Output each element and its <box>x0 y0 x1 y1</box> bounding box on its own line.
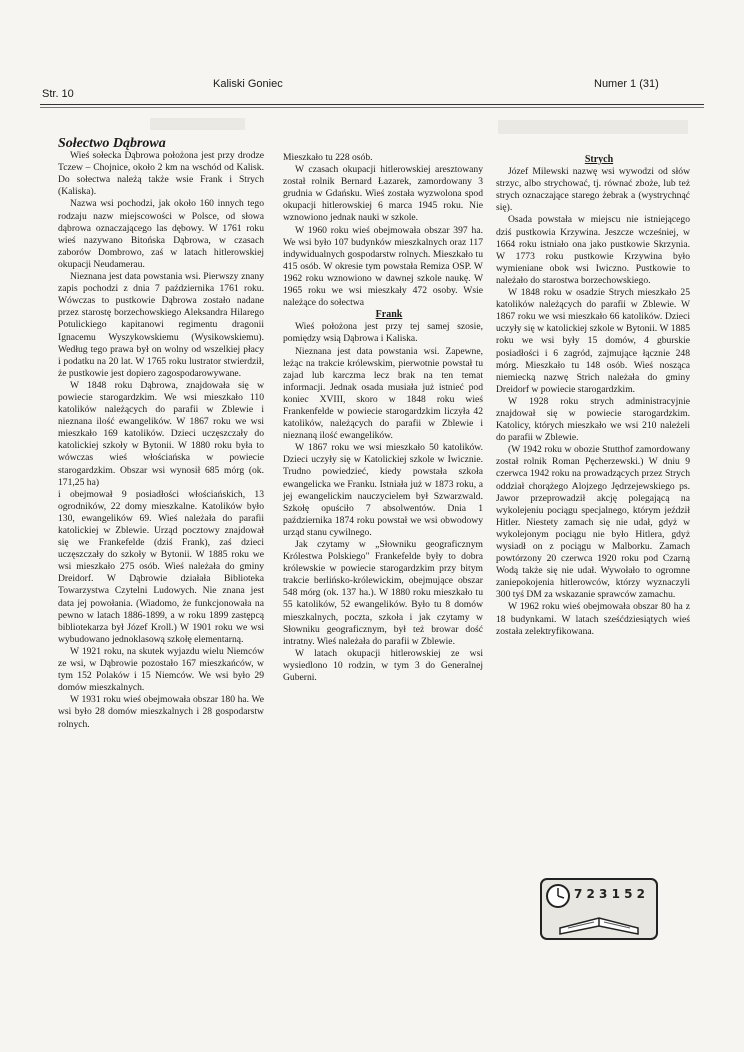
issue-number: Numer 1 (31) <box>594 78 659 90</box>
paragraph: W 1962 roku wieś obejmowała obszar 80 ha z 18 budynkami. W latach sześćdziesiątych wieś została zelektryfikowana. <box>496 601 690 637</box>
history-book-clock-icon <box>540 878 658 940</box>
paragraph: W 1848 roku w osadzie Strych mieszkało 25 katolików należących do parafii w Zblewie. W 1867 roku we wsi mieszkało 66 katolików. Dzieci uczyły się w katolickiej szkole w Bytonii. W 1885 roku we wsi były 15 domów, 4 gburskie posiadłości i 6 zagród, zajmujące łącznie 248 mórg. Mieszkało tu 148 osób. Wieś nosząca niemiecką nazwę Strich należała do gminy Dreidorf w powiecie starogardzkim. <box>496 287 690 395</box>
page-number: Str. 10 <box>42 88 74 100</box>
header-rule <box>40 104 704 105</box>
paragraph: W 1931 roku wieś obejmowała obszar 180 ha. We wsi było 28 domów mieszkalnych i 28 gospodarstw rolnych. <box>58 694 264 730</box>
paper-name: Kaliski Goniec <box>213 78 283 90</box>
paragraph: Jak czytamy w „Słowniku geograficznym Królestwa Polskiego" Frankefelde były to dobra królewskie w powiecie starogardzkim przy bitym trakcie berlińsko-królewickim, obejmujące obszar 548 mórg (ok. 137 ha.). W 1880 roku mieszkało tu 55 katolików, 52 ewangelików. Było tu 8 domów mieszkalnych, poczta, szkoła i jak czytamy w Słowniku geograficznym, był też browar dość intratny. Wieś należała do parafii w Zblewie. <box>283 539 483 647</box>
paragraph: Wieś położona jest przy tej samej szosie, pomiędzy wsią Dąbrowa i Kaliska. <box>283 321 483 345</box>
header-rule-secondary <box>40 107 704 108</box>
paragraph: W 1928 roku strych administracyjnie znajdował się w powiecie starogardzkim. Katolicy, których mieszkało we wsi 210 należeli do parafii w Zblewie. <box>496 395 690 444</box>
paragraph: i obejmował 9 posiadłości włościańskich, 13 ogrodników, 22 domy mieszkalne. Katolików było 130, ewangelików 69. Wieś należała do parafii katolickiej w Zblewie. Urząd pocztowy znajdował się we Frankefelde (dziś Frank), zaś dzieci uczęszczały do szkoły w Bytonii. W 1885 roku we wsi mieszkało 275 osób. Wieś należała do gminy Dreidorf. W Dąbrowie działała Biblioteka Towarzystwa Czytelni Ludowych. Nie znana jest data jej powołania. (Wiadomo, że funkcjonowała na pewno w latach 1886-1899, a w roku 1899 zastępcą bibliotekarza był Józef Kroll.) W 1901 roku we wsi wybudowano jednoklasową szkołę elementarną. <box>58 488 264 645</box>
paragraph: Mieszkało tu 228 osób. <box>283 152 373 163</box>
paragraph: Nazwa wsi pochodzi, jak około 160 innych tego rodzaju nazw miejscowości w Polsce, od słowa dąbrowa oznaczającego las dębowy. W 1761 roku wieś nazywano Bitońska Dąbrowa, w czasach zaborów Dombrowo, zaś w latach hitlerowskiej okupacji Neudamerau. <box>58 198 264 270</box>
column-1 <box>58 138 264 731</box>
paragraph: (W 1942 roku w obozie Stutthof zamordowany został rolnik Roman Pęcherzewski.) W dniu 9 czerwca 1942 roku na prowadzących przez Strych oddział chorążego Alojzego Jędrzejewskiego ps. Jawor przeprowadził akcję polegającą na wykolejeniu pociągu specjalnego, którym jeździł Hitler. Niestety zamach się nie udał, gdyż w wykolejonym pociągu nie było Hitlera, gdyż wysiadł on z pociągu w Malborku. Zamach powtórzony 20 czerwca 1920 roku pod Czarną Wodą także się nie udał. Wywołało to ogromne zaniepokojenia hitlerowców, którzy wyznaczyli 300 tyś DM za wskazanie sprawców zamachu. <box>496 444 690 601</box>
column-2 <box>283 152 483 684</box>
column-3 <box>496 154 690 638</box>
bleed-through-right <box>498 120 688 134</box>
paragraph: Wieś sołecka Dąbrowa położona jest przy drodze Tczew – Chojnice, około 2 km na wschód od Kalisk. Do sołectwa należą także wsie Frank i Strych (Kaliska). <box>58 150 264 198</box>
paragraph: W czasach okupacji hitlerowskiej aresztowany został rolnik Bernard Łazarek, zamordowany 3 grudnia w Gdańsku. Wieś została wyzwolona spod okupacji hitlerowskiej 6 marca 1945 roku. Nie wznowiono jednak nauki w szkole. <box>283 164 483 224</box>
paragraph: W 1921 roku, na skutek wyjazdu wielu Niemców ze wsi, w Dąbrowie pozostało 167 mieszkańców, w tym 152 Polaków i 15 Niemców. We wsi było 29 domów mieszkalnych. <box>58 645 264 694</box>
bleed-through-left <box>150 118 245 130</box>
paragraph: Nieznana jest data powstania wsi. Pierwszy znany zapis pochodzi z dnia 7 października 1761 roku. Wówczas to pustkowie Dąbrowa zostało nadane przez starostę borzechowskiego Aleksandra Hilarego Potulickiego kapitanowi regimentu dragonii Ignacemu Wyszykowskiemu (Wysikowskiemu). Według tego prawa był on wolny od wszelkiej płacy i podatku na 20 lat. W 1765 roku lustrator stwierdził, że pustkowie jest dopiero zagospodarowywane. <box>58 271 264 379</box>
article-title: Sołectwo Dąbrowa <box>58 136 166 151</box>
section-heading-frank: Frank <box>375 309 403 321</box>
paragraph: Nieznana jest data powstania wsi. Zapewne, leżąc na trakcie królewskim, pierwotnie powstał tu zajad lub karczma lecz brak na ten temat informacji. Jednak osada musiała już istnieć pod koniec XVIII, skoro w 1848 roku wieś Frankenfelde w powiecie starogardzkim liczyła 42 katolików, należących do parafii w Zblewie i nieznaną ilość ewangelików. <box>283 345 483 442</box>
paragraph: W latach okupacji hitlerowskiej ze wsi wysiedlono 10 rodzin, w tym 3 do Generalnej Guberni. <box>283 647 483 684</box>
paragraph: Józef Milewski nazwę wsi wywodzi od słów strzyc, albo strychować, tj. równać zboże, lub też strych oznaczające starego żebrak a (wystrychnąć się). <box>496 166 690 214</box>
logo-digits: 7 2 3 1 5 2 <box>574 887 645 901</box>
paragraph: Osada powstała w miejscu nie istniejącego dziś pustkowia Krzywina. Jeszcze wcześniej, w 1664 roku istniało ona jako pustkowie Skrzynia. W 1773 roku pustkowie Krzywina było wymieniane obok wsi Iwiczno. Pustkowie to należało do starostwa borzechowskiego. <box>496 214 690 286</box>
paragraph: W 1867 roku we wsi mieszkało 50 katolików. Dzieci uczyły się w Katolickiej szkole w Iwicznie. Trudno powiedzieć, kiedy powstała szkoła ewangelicka we Franku. Istniała już w 1873 roku, a jej ewangelickim nauczycielem był Szwarzwald. Szkołę opuściło 7 absolwentów. Dnia 1 października 1874 roku powstał we wsi obwodowy urząd stanu cywilnego. <box>283 442 483 538</box>
paragraph: W 1960 roku wieś obejmowała obszar 397 ha. We wsi było 107 budynków mieszkalnych oraz 117 indywidualnych gospodarstw rolnych. Mieszkało tu 415 osób. W okresie tym powstała Remiza OSP. W 1962 roku wznowiono w dawnej szkole naukę. W 1965 roku we wsi mieszkały 472 osoby. Wsie należące do sołectwa <box>283 224 483 309</box>
paragraph: W 1848 roku Dąbrowa, znajdowała się w powiecie starogardzkim. We wsi mieszkało 110 katolików należących do parafii w Zblewie i nieznana ilość ewangelików. W 1867 roku we wsi mieszkało 169 katolików. Dzieci uczęszczały do katolickiej szkoły w Bytonii. W 1880 roku była to wówczas wieś włościańska w powiecie starogardzkim. Obszar wsi wynosił 685 mórg (ok. 171,25 ha) <box>58 379 264 488</box>
section-heading-strych: Strych <box>584 154 614 165</box>
